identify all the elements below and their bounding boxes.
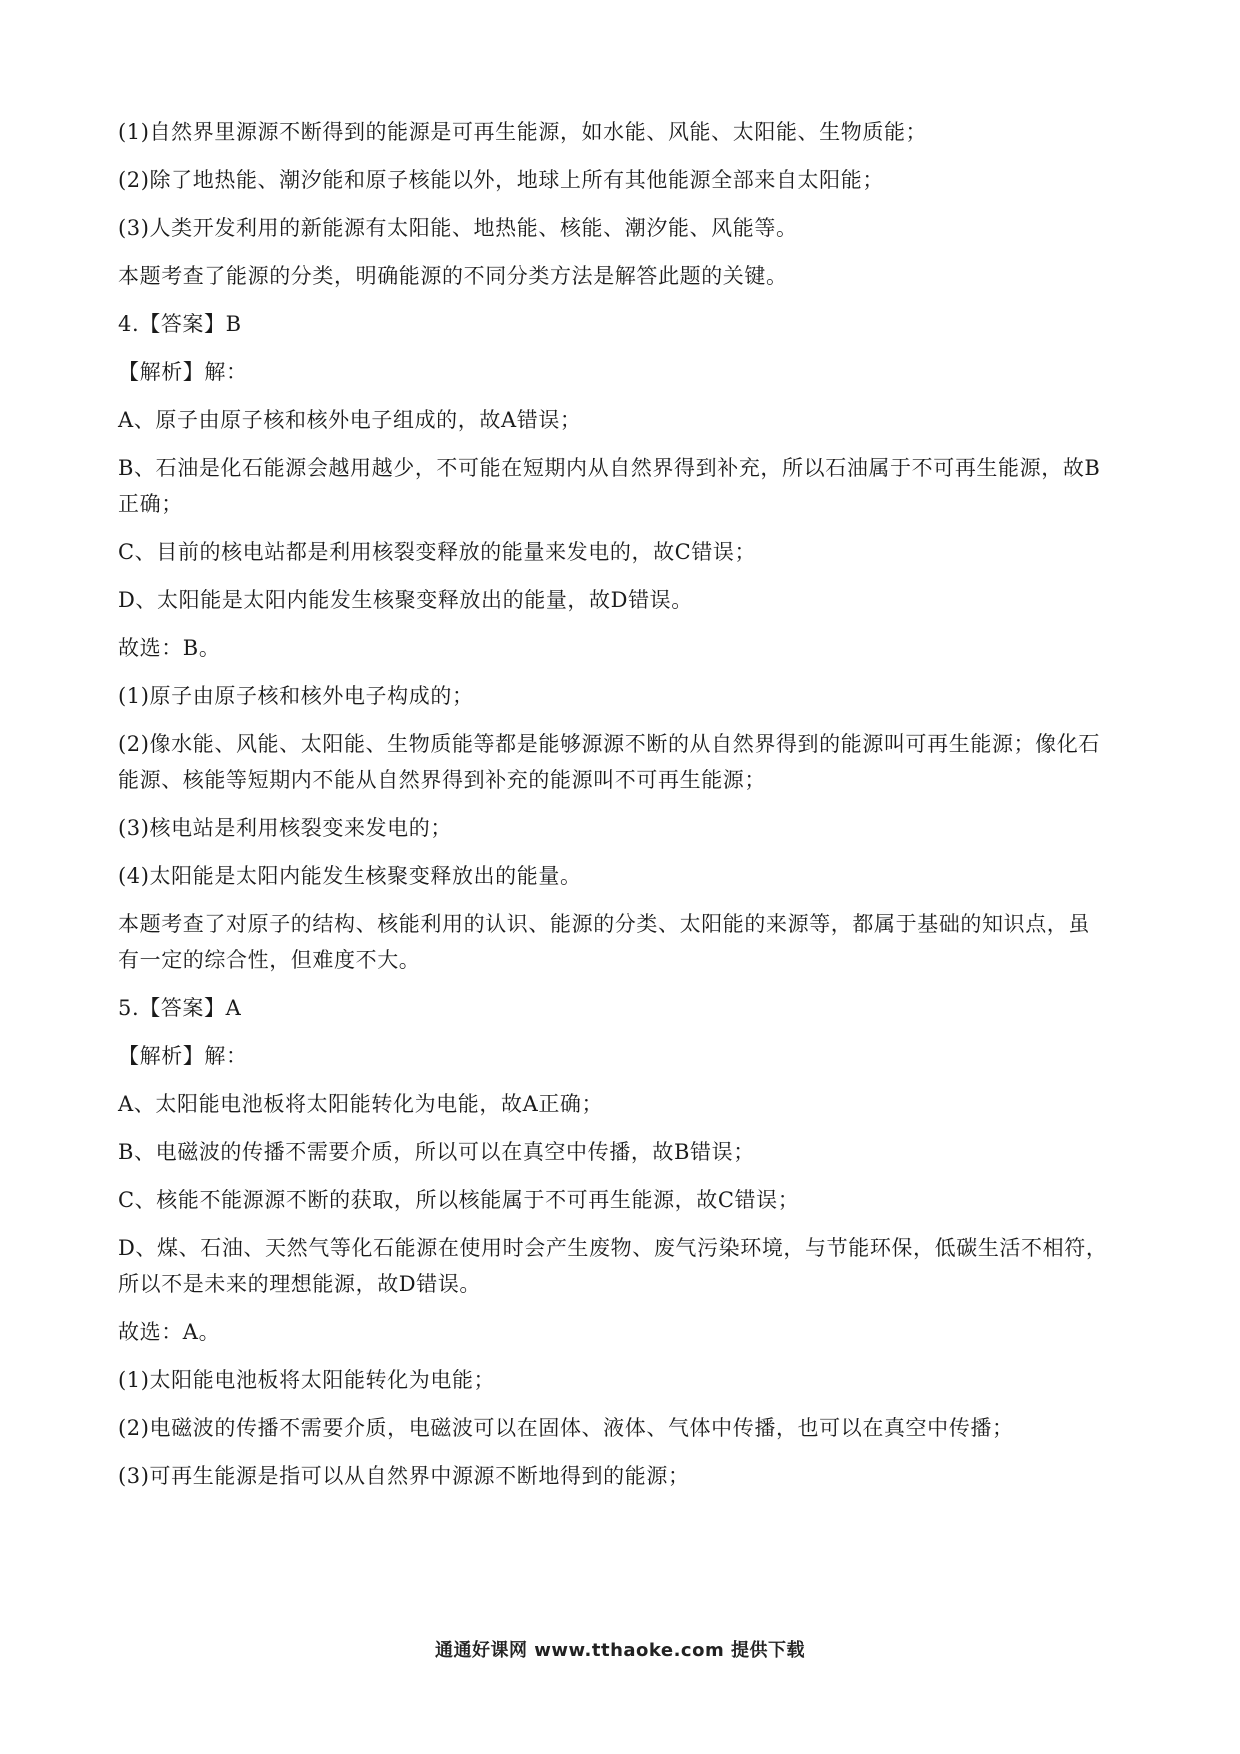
text-line: 能源、核能等短期内不能从自然界得到补充的能源叫不可再生能源； bbox=[118, 768, 766, 792]
text-line: (1)太阳能电池板将太阳能转化为电能； bbox=[118, 1368, 496, 1392]
text-line: (2)像水能、风能、太阳能、生物质能等都是能够源源不断的从自然界得到的能源叫可再生能源；像化石 bbox=[118, 732, 1100, 756]
text-line: 所以不是未来的理想能源，故D错误。 bbox=[118, 1272, 482, 1296]
document-body bbox=[118, 112, 1128, 1496]
text-line: 故选：B。 bbox=[118, 636, 221, 660]
analysis-heading: 【解析】解： bbox=[118, 360, 248, 384]
text-line: (1)自然界里源源不断得到的能源是可再生能源，如水能、风能、太阳能、生物质能； bbox=[118, 120, 928, 144]
text-line: 本题考查了对原子的结构、核能利用的认识、能源的分类、太阳能的来源等，都属于基础的知识点，虽 bbox=[118, 912, 1090, 936]
text-line: (3)核电站是利用核裂变来发电的； bbox=[118, 816, 452, 840]
text-line: D、煤、石油、天然气等化石能源在使用时会产生废物、废气污染环境，与节能环保，低碳生活不相符， bbox=[118, 1236, 1108, 1260]
text-line: 本题考查了能源的分类，明确能源的不同分类方法是解答此题的关键。 bbox=[118, 264, 788, 288]
answer-heading: 5.【答案】A bbox=[118, 996, 242, 1020]
text-line: B、电磁波的传播不需要介质，所以可以在真空中传播，故B错误； bbox=[118, 1140, 755, 1164]
text-line: C、核能不能源源不断的获取，所以核能属于不可再生能源，故C错误； bbox=[118, 1188, 800, 1212]
text-line: (4)太阳能是太阳内能发生核聚变释放出的能量。 bbox=[118, 864, 582, 888]
text-line: (1)原子由原子核和核外电子构成的； bbox=[118, 684, 474, 708]
text-line: 有一定的综合性，但难度不大。 bbox=[118, 948, 421, 972]
text-line: D、太阳能是太阳内能发生核聚变释放出的能量，故D错误。 bbox=[118, 588, 693, 612]
text-line: 故选：A。 bbox=[118, 1320, 221, 1344]
text-line: (3)人类开发利用的新能源有太阳能、地热能、核能、潮汐能、风能等。 bbox=[118, 216, 798, 240]
text-line: B、石油是化石能源会越用越少，不可能在短期内从自然界得到补充，所以石油属于不可再生能源，故B bbox=[118, 456, 1101, 480]
analysis-heading: 【解析】解： bbox=[118, 1044, 248, 1068]
text-line: (3)可再生能源是指可以从自然界中源源不断地得到的能源； bbox=[118, 1464, 690, 1488]
text-line: A、原子由原子核和核外电子组成的，故A错误； bbox=[118, 408, 582, 432]
text-line: C、目前的核电站都是利用核裂变释放的能量来发电的，故C错误； bbox=[118, 540, 757, 564]
text-line: (2)电磁波的传播不需要介质，电磁波可以在固体、液体、气体中传播，也可以在真空中传播； bbox=[118, 1416, 1014, 1440]
page-footer: 通通好课网 www.tthaoke.com 提供下载 bbox=[435, 1640, 805, 1661]
text-line: A、太阳能电池板将太阳能转化为电能，故A正确； bbox=[118, 1092, 604, 1116]
text-line: 正确； bbox=[118, 492, 183, 516]
answer-heading: 4.【答案】B bbox=[118, 312, 242, 336]
text-line: (2)除了地热能、潮汐能和原子核能以外，地球上所有其他能源全部来自太阳能； bbox=[118, 168, 884, 192]
